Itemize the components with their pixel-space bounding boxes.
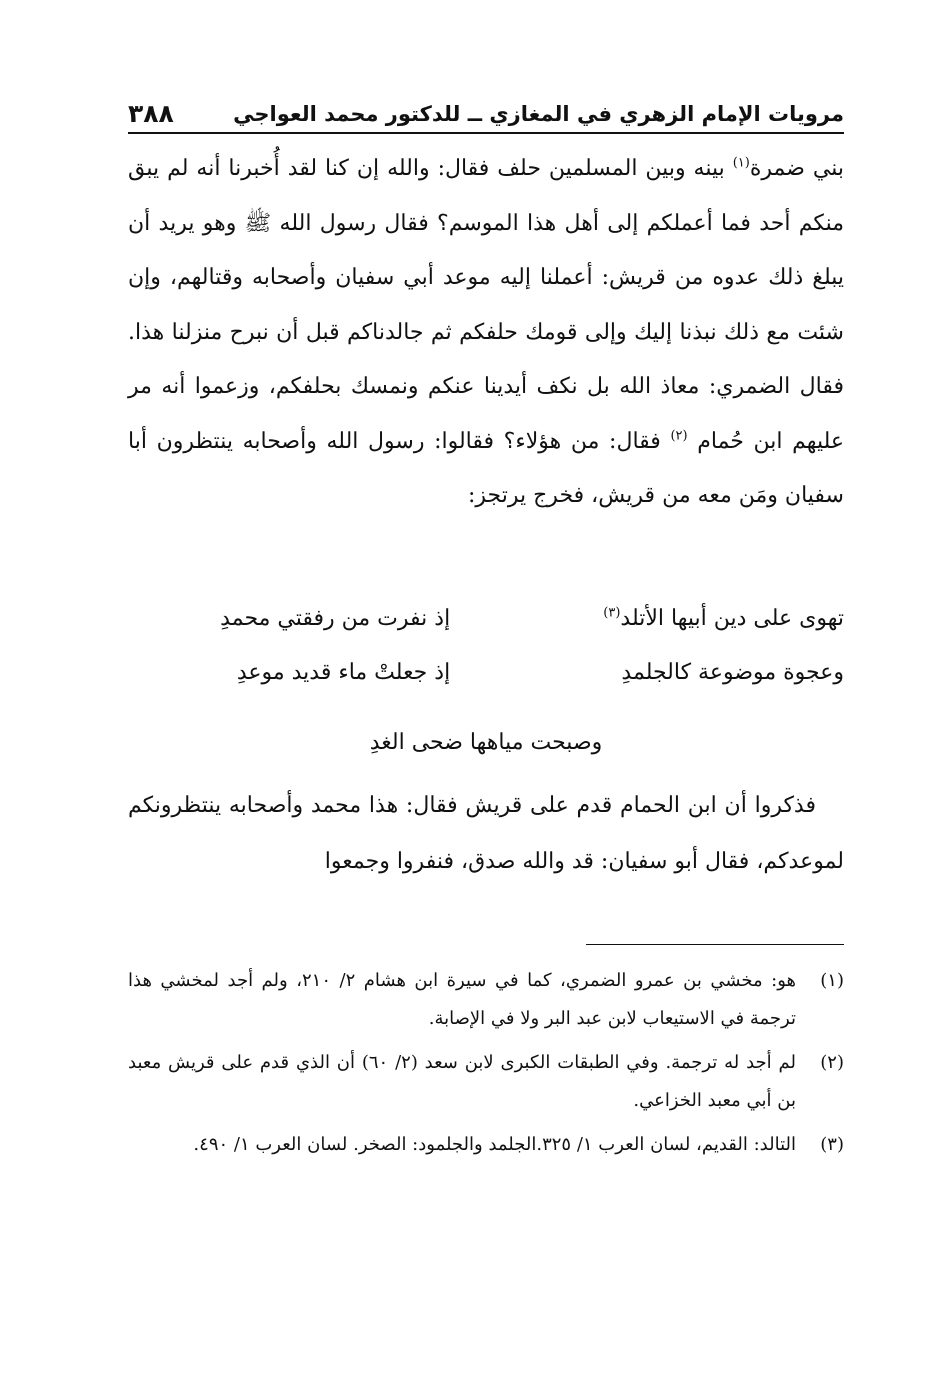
footnote-text: التالد: القديم، لسان العرب ١/ ٣٢٥.الجلمد والجلمود: الصخر. لسان العرب ١/ ٤٩٠. — [193, 1134, 796, 1155]
verse-2-first-hemistich: وعجوة موضوعة كالجلمدِ — [621, 660, 844, 685]
verse-1-first-hemistich — [522, 592, 844, 646]
footnote-ref-1[interactable]: (١) — [732, 155, 750, 171]
footnote-text: هو: مخشي بن عمرو الضمري، كما في سيرة ابن هشام ٢/ ٢١٠، ولم أجد لمخشي هذا ترجمة في الاستيعاب لابن عبد البر ولا في الإصابة. — [128, 970, 796, 1029]
footnotes — [128, 962, 844, 1170]
main-paragraph-1 — [128, 142, 844, 524]
verse-2-second-hemistich: إذ جعلتْ ماء قديد موعدِ — [236, 660, 451, 685]
poem-verses — [128, 592, 844, 776]
verse-line-3: وصبحت مياهها ضحى الغدِ — [369, 730, 603, 755]
verse-line-2 — [128, 646, 844, 700]
verse-1-first-text: تهوى على دين أبيها الأتلد — [620, 606, 844, 631]
footnote-3 — [128, 1126, 844, 1164]
footnote-number: (١) — [820, 970, 844, 991]
footnote-2 — [128, 1044, 844, 1120]
verse-line-1 — [128, 592, 844, 646]
running-title: مرويات الإمام الزهري في المغازي ــ للدكتور محمد العواجي — [233, 102, 844, 126]
running-header — [128, 92, 844, 134]
paragraph2-text: فذكروا أن ابن الحمام قدم على قريش فقال: هذا محمد وأصحابه ينتظرونكم لموعدكم، فقال أبو سفيان: قد والله صدق، فنفروا وجمعوا — [128, 793, 844, 874]
verse-1-second-hemistich: إذ نفرت من رفقتي محمدِ — [220, 606, 451, 631]
footnote-separator — [586, 944, 844, 945]
footnote-text: لم أجد له ترجمة. وفي الطبقات الكبرى لابن سعد (٢/ ٦٠) أن الذي قدم على قريش معبد بن أبي معبد الخزاعي. — [128, 1052, 796, 1111]
paragraph1-text-c: فقال: من هؤلاء؟ فقالوا: رسول الله وأصحابه ينتظرون أبا سفيان ومَن معه من قريش، فخرج يرتجز: — [128, 428, 844, 508]
paragraph1-text-b: بينه وبين المسلمين حلف فقال: والله إن كنا لقد أُخبرنا أنه لم يبق منكم أحد فما أعملكم إلى أهل هذا الموسم؟ فقال رسول الله ﷺ وهو يريد أن يبلغ ذلك عدوه من قريش: أعملنا إليه موعد أبي سفيان وأصحابه وقتالهم، وإن شئت مع ذلك نبذنا إليك وإلى قومك حلفكم ثم جالدناكم قبل أن نبرح منزلنا هذا. فقال الضمري: معاذ الله بل نكف أيدينا عنكم ونمسك بحلفكم، وزعموا أنه مر عليهم ابن حُمام — [128, 156, 844, 454]
footnote-ref-3[interactable]: (٣) — [603, 605, 621, 621]
footnote-1 — [128, 962, 844, 1038]
main-paragraph-2 — [128, 778, 844, 890]
paragraph1-text-a: بني ضمرة — [749, 156, 844, 181]
footnote-number: (٣) — [820, 1134, 844, 1155]
footnote-ref-2[interactable]: (٢) — [670, 428, 688, 444]
page-number: ٣٨٨ — [128, 99, 174, 128]
footnote-number: (٢) — [820, 1052, 844, 1073]
